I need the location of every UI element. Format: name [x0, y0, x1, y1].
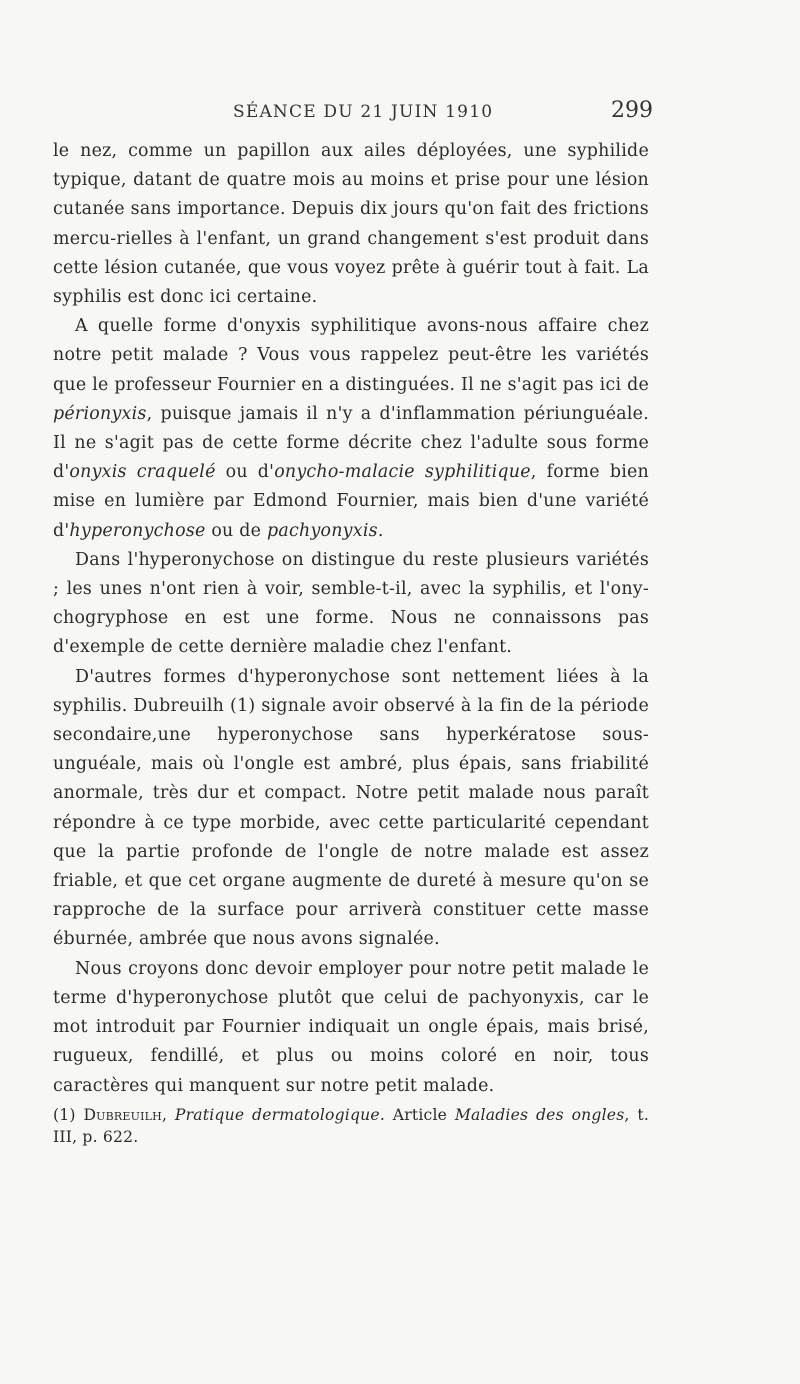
running-title: SÉANCE DU 21 JUIN 1910 — [233, 102, 494, 122]
paragraph-2-text-6: . — [377, 520, 384, 541]
body-text — [53, 137, 649, 1101]
footnote-article: Maladies des ongles — [454, 1106, 625, 1124]
paragraph-2-text-4: , forme bien mise en lumière par Edmond Fournier, mais bien d'une variété d' — [53, 462, 650, 541]
term-perionyxis: périonyxis — [53, 403, 147, 424]
footnote-sep: , — [161, 1106, 175, 1124]
paragraph-2-text-1: A quelle forme d'onyxis syphilitique avons-nous affaire chez notre petit malade ? Vous vous rappelez peut-être les variétés que le professeur Fournier en a distinguées. Il ne s'agit pas ici de — [53, 316, 649, 395]
page-header — [55, 98, 653, 128]
paragraph-5: Nous croyons donc devoir employer pour notre petit malade le terme d'hyperonychose plutôt que celui de pachyonyxis, car le mot introduit par Fournier indiquait un ongle épais, mais brisé, rugueux, fendillé, et plus ou moins coloré en noir, tous caractères qui manquent sur notre petit malade. — [53, 958, 649, 1096]
term-hyperonychose: hyperonychose — [69, 520, 206, 541]
term-onycho-malacie: onycho-malacie syphilitique — [274, 462, 531, 483]
term-pachyonyxis: pachyonyxis — [267, 520, 378, 541]
footnote-author: Dubreuilh — [83, 1106, 162, 1124]
paragraph-4: D'autres formes d'hyperonychose sont nettement liées à la syphilis. Dubreuilh (1) signale avoir observé à la fin de la période secondaire,une hyperonychose sans hyperkératose sous-unguéale, mais où l'ongle est ambré, plus épais, sans friabilité anormale, très dur et compact. Notre petit malade nous paraît répondre à ce type morbide, avec cette particularité cependant que la partie profonde de l'ongle de notre malade est assez friable, et que cet organe augmente de dureté à mesure qu'on se rapproche de la surface pour arriverà constituer cette masse éburnée, ambrée que nous avons signalée. — [53, 666, 649, 950]
paragraph-3: Dans l'hyperonychose on distingue du reste plusieurs variétés ; les unes n'ont rien à voir, semble-t-il, avec la syphilis, et l'ony-chogryphose en est une forme. Nous ne connaissons pas d'exemple de cette dernière maladie chez l'enfant. — [53, 549, 649, 658]
footnote-work: Pratique dermatologique — [174, 1106, 380, 1124]
paragraph-2 — [53, 312, 649, 546]
page-number: 299 — [611, 98, 653, 123]
footnote — [53, 1104, 649, 1148]
paragraph-2-text-3: ou d' — [215, 462, 275, 483]
footnote-end: , t. III, p. 622. — [53, 1106, 649, 1146]
term-onyxis-craquele: onyxis craquelé — [69, 462, 216, 483]
paragraph-1: le nez, comme un papillon aux ailes déployées, une syphilide typique, datant de quatre mois au moins et prise pour une lésion cutanée sans importance. Depuis dix jours qu'on fait des frictions mercu-rielles à l'enfant, un grand changement s'est produit dans cette lésion cutanée, que vous voyez prête à guérir tout à fait. La syphilis est donc ici certaine. — [53, 141, 649, 308]
paragraph-2-text-2: , puisque jamais il n'y a d'inflammation périunguéale. Il ne s'agit pas de cette forme décrite chez l'adulte sous forme d' — [53, 403, 649, 483]
footnote-marker: (1) — [53, 1106, 84, 1124]
footnote-mid: . Article — [379, 1106, 455, 1124]
paragraph-2-text-5: ou de — [205, 520, 267, 541]
